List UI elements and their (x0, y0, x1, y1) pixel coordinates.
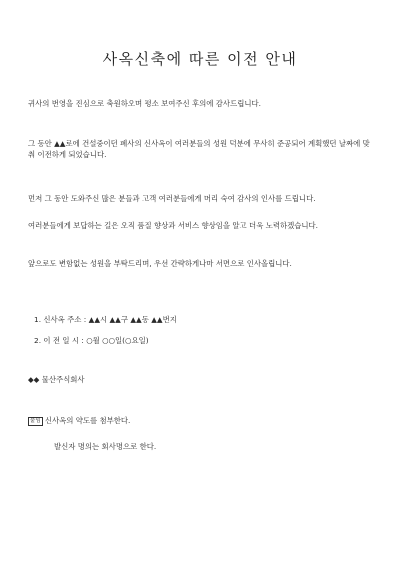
paragraph-commitment: 여러분들에게 보답하는 길은 오직 품질 향상과 서비스 향상임을 알고 더욱 노력하겠습니다. (28, 221, 319, 230)
sender-name-note: 발신자 명의는 회사명으로 한다. (54, 442, 157, 451)
paragraph-thanks: 먼저 그 동안 도와주신 많은 분들과 고객 여러분들에게 머리 숙여 감사의 인사를 드립니다. (28, 194, 316, 203)
attachment-tag: 붙임 (30, 418, 41, 424)
sender-company: ◆◆ 물산주식회사 (28, 375, 85, 384)
list-item-address: 1. 신사옥 주소 : ▲▲시 ▲▲구 ▲▲동 ▲▲번지 (34, 315, 177, 324)
paragraph-relocation: 그 동안 ▲▲로에 건설중이던 폐사의 신사옥이 여러분들의 성원 덕분에 무사히 준공되어 계획했던 날짜에 맞춰 이전하게 되었습니다. (28, 139, 370, 159)
document-title: 사옥신축에 따른 이전 안내 (102, 50, 298, 68)
attachment-text: 신사옥의 약도를 첨부한다. (44, 416, 131, 425)
paragraph-closing: 앞으로도 변함없는 성원을 부탁드리며, 우선 간략하게나마 서면으로 인사올립니다. (28, 259, 292, 268)
list-item-move-date: 2. 이 전 일 시 : ○월 ○○일(○요일) (34, 336, 149, 345)
attachment-note (28, 415, 130, 426)
greeting-text: 귀사의 번영을 진심으로 축원하오며 평소 보여주신 후의에 감사드립니다. (28, 99, 261, 108)
